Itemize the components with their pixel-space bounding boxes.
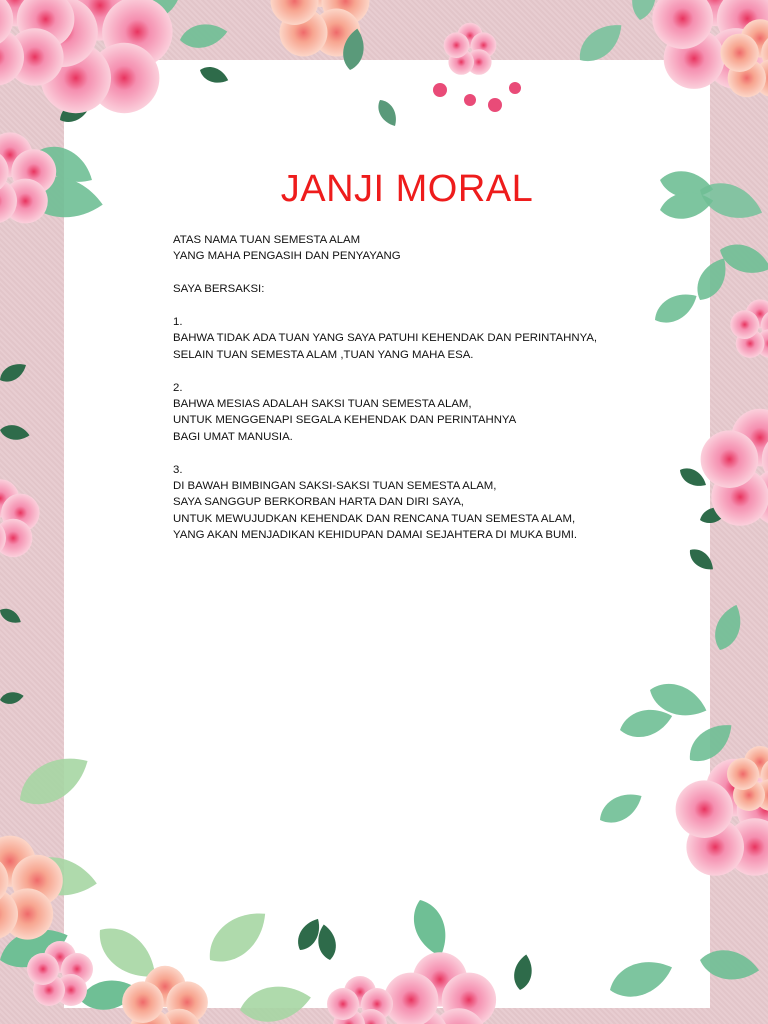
point-line: BAHWA TIDAK ADA TUAN YANG SAYA PATUHI KEHENDAK DAN PERINTAHNYA, [173,332,598,345]
point-number: 1. [173,316,183,328]
point-line: UNTUK MENGGENAPI SEGALA KEHENDAK DAN PERINTAHNYA [173,414,517,427]
point-line: UNTUK MEWUJUDKAN KEHENDAK DAN RENCANA TUAN SEMESTA ALAM, [173,512,576,525]
point-line: YANG AKAN MENJADIKAN KEHIDUPAN DAMAI SEJAHTERA DI MUKA BUMI. [173,529,578,542]
intro-line: ATAS NAMA TUAN SEMESTA ALAM [173,234,361,246]
point-number: 2. [173,381,183,394]
pledge-text [173,232,643,544]
point-line: SELAIN TUAN SEMESTA ALAM ,TUAN YANG MAHA ESA. [173,348,474,361]
point-number: 3. [173,463,183,476]
point-line: SAYA SANGGUP BERKORBAN HARTA DAN DIRI SAYA, [173,496,464,509]
document-title: JANJI MORAL [280,168,534,210]
point-line: BAGI UMAT MANUSIA. [173,430,293,443]
point-line: BAHWA MESIAS ADALAH SAKSI TUAN SEMESTA ALAM, [173,398,472,411]
witness-label: SAYA BERSAKSI: [173,283,265,296]
intro-line: YANG MAHA PENGASIH DAN PENYAYANG [173,250,401,263]
point-line: DI BAWAH BIMBINGAN SAKSI-SAKSI TUAN SEMESTA ALAM, [173,480,497,493]
